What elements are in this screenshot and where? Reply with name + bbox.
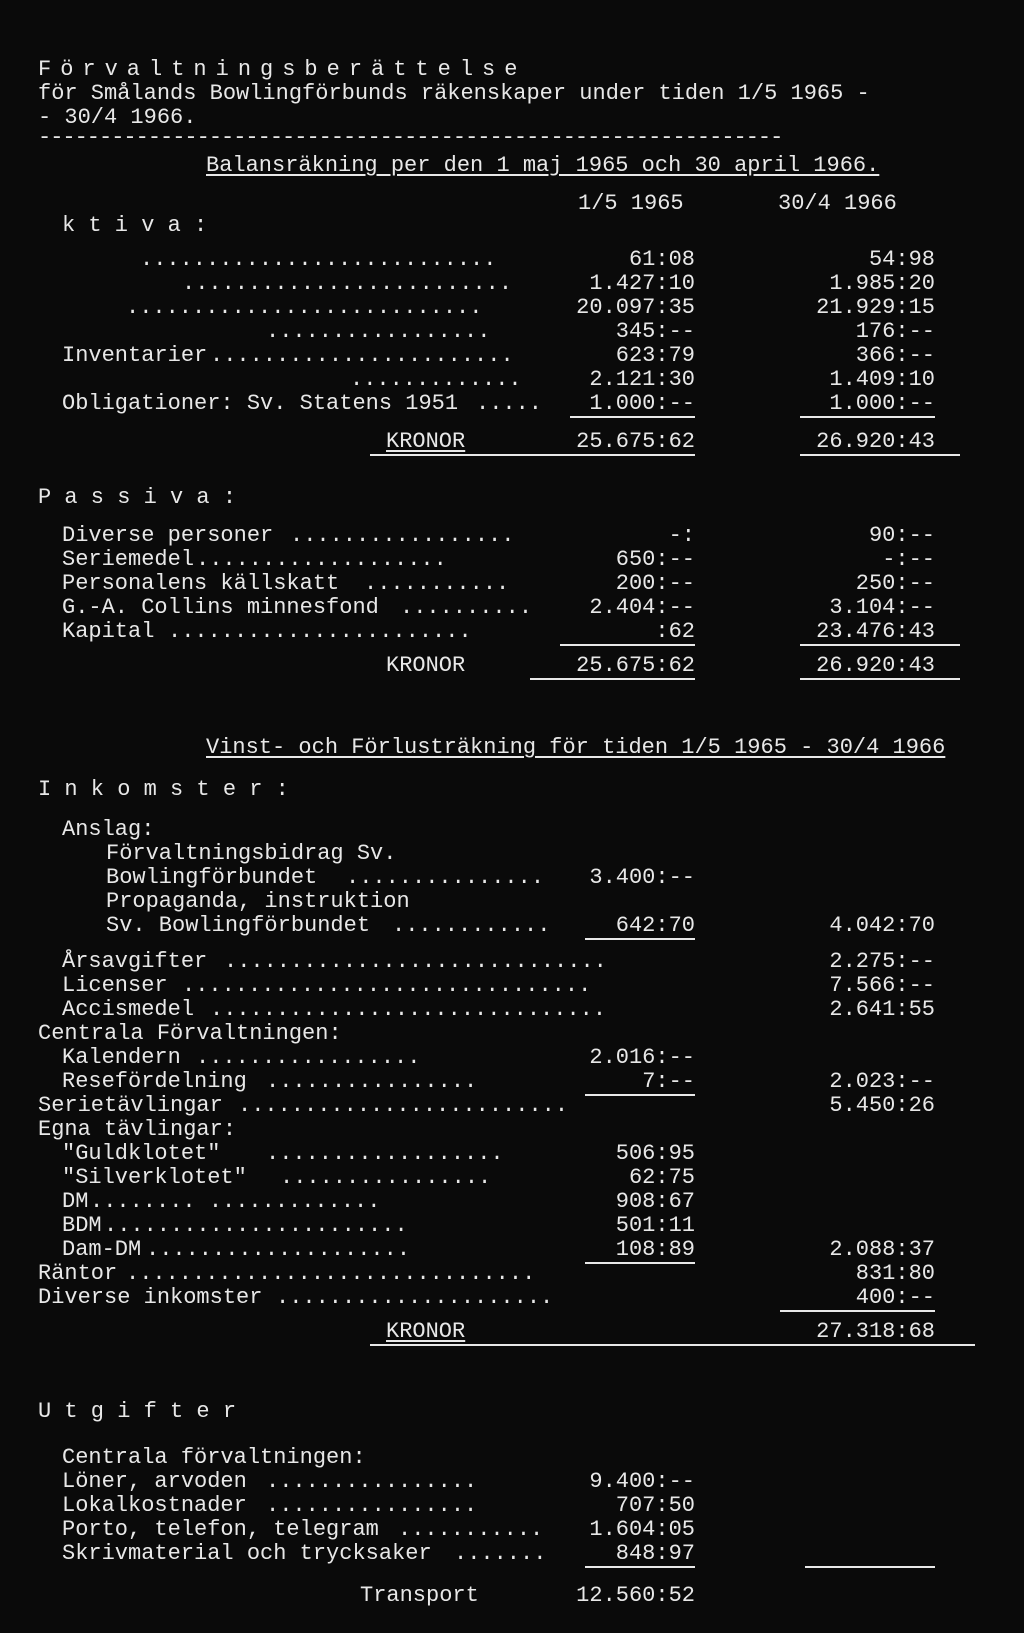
passiva-row-2-v1: 650:-- xyxy=(615,547,695,572)
silverklotet-value: 62:75 xyxy=(628,1165,695,1190)
income-total: 27.318:68 xyxy=(816,1319,935,1344)
passiva-total-label: KRONOR xyxy=(386,653,466,678)
aktiva-row-7-label: Obligationer: Sv. Statens 1951 xyxy=(62,391,459,416)
passiva-total-2: 26.920:43 xyxy=(816,653,935,678)
anslag-rule xyxy=(585,938,695,940)
passiva-row-5-v1: :62 xyxy=(655,619,695,644)
dm-value: 908:67 xyxy=(615,1189,695,1214)
porto-label: Porto, telefon, telegram xyxy=(62,1517,379,1542)
aktiva-total-2: 26.920:43 xyxy=(816,429,935,454)
bdm-dots: ....................... xyxy=(104,1213,408,1238)
aktiva-row-3-dots: ........................... xyxy=(126,295,483,320)
aktiva-row-1-v2: 54:98 xyxy=(868,247,935,272)
document-title: Förvaltningsberättelse xyxy=(38,57,527,82)
passiva-total-1: 25.675:62 xyxy=(576,653,695,678)
guldklotet-label: "Guldklotet" xyxy=(62,1141,221,1166)
passiva-rule-1 xyxy=(560,644,695,646)
porto-dots: ........... xyxy=(398,1517,544,1542)
lokalkostnader-value: 707:50 xyxy=(615,1493,695,1518)
egna-rule xyxy=(585,1262,695,1264)
balance-title: Balansräkning per den 1 maj 1965 och 30 april 1966. xyxy=(206,153,880,178)
resefordelning-dots: ................ xyxy=(266,1069,478,1094)
header-line-3: - 30/4 1966. xyxy=(38,105,197,130)
anslag-total: 4.042:70 xyxy=(829,913,935,938)
centrala-rule xyxy=(585,1094,695,1096)
skrivmaterial-value: 848:97 xyxy=(615,1541,695,1566)
arsavgifter-dots: ............................. xyxy=(224,949,607,974)
expenses-heading: U t g i f t e r xyxy=(38,1399,237,1424)
aktiva-row-5-v1: 623:79 xyxy=(615,343,695,368)
skrivmaterial-dots: ....... xyxy=(454,1541,547,1566)
serietavlingar-value: 5.450:26 xyxy=(829,1093,935,1118)
arsavgifter-label: Årsavgifter xyxy=(62,949,208,974)
aktiva-total-label: KRONOR xyxy=(386,429,466,454)
aktiva-row-6-v1: 2.121:30 xyxy=(589,367,695,392)
porto-value: 1.604:05 xyxy=(589,1517,695,1542)
accismedel-value: 2.641:55 xyxy=(829,997,935,1022)
guldklotet-dots: .................. xyxy=(266,1141,504,1166)
bowlingforbundet-value: 3.400:-- xyxy=(589,865,695,890)
kalendern-dots: ................. xyxy=(196,1045,421,1070)
passiva-row-1-v1: -: xyxy=(668,523,695,548)
bowlingforbundet-dots: ............... xyxy=(346,865,545,890)
aktiva-rule-2 xyxy=(800,416,935,418)
aktiva-heading: k t i v a : xyxy=(62,213,208,238)
dm-dots: ........ ............. xyxy=(90,1189,381,1214)
passiva-row-3-label: Personalens källskatt xyxy=(62,571,340,596)
passiva-row-1-label: Diverse personer xyxy=(62,523,274,548)
aktiva-rule-1 xyxy=(570,416,695,418)
arsavgifter-value: 2.275:-- xyxy=(829,949,935,974)
centrala-total: 2.023:-- xyxy=(829,1069,935,1094)
bdm-label: BDM xyxy=(62,1213,102,1238)
aktiva-row-2-v2: 1.985:20 xyxy=(829,271,935,296)
dam-dm-label: Dam-DM xyxy=(62,1237,142,1262)
passiva-row-2-dots: ................... xyxy=(196,547,447,572)
passiva-rule-2 xyxy=(800,644,960,646)
aktiva-total-1: 25.675:62 xyxy=(576,429,695,454)
col-header-1: 1/5 1965 xyxy=(578,191,684,216)
transport-value: 12.560:52 xyxy=(576,1583,695,1608)
expenses-central-label: Centrala förvaltningen: xyxy=(62,1445,366,1470)
sv-bowlingforbundet-label: Sv. Bowlingförbundet xyxy=(106,913,371,938)
serietavlingar-label: Serietävlingar xyxy=(38,1093,223,1118)
aktiva-row-4-dots: ................. xyxy=(266,319,491,344)
bowlingforbundet-label: Bowlingförbundet xyxy=(106,865,318,890)
passiva-row-1-dots: ................. xyxy=(290,523,515,548)
aktiva-row-6-v2: 1.409:10 xyxy=(829,367,935,392)
anslag-label: Anslag: xyxy=(62,817,155,842)
aktiva-row-1-v1: 61:08 xyxy=(628,247,695,272)
loner-label: Löner, arvoden xyxy=(62,1469,247,1494)
rantor-dots: ............................... xyxy=(126,1261,536,1286)
aktiva-total-rule-2 xyxy=(800,454,960,456)
licenser-label: Licenser xyxy=(62,973,168,998)
dash-separator: ------------------------------------------------------------- xyxy=(38,125,783,150)
passiva-total-rule-1 xyxy=(530,678,695,680)
expenses-rule-2 xyxy=(805,1566,935,1568)
kalendern-label: Kalendern xyxy=(62,1045,181,1070)
silverklotet-dots: ................ xyxy=(280,1165,492,1190)
dm-label: DM xyxy=(62,1189,89,1214)
income-total-label: KRONOR xyxy=(386,1319,466,1344)
passiva-row-5-label: Kapital xyxy=(62,619,155,644)
sv-bowlingforbundet-value: 642:70 xyxy=(615,913,695,938)
egna-tavlingar-label: Egna tävlingar: xyxy=(38,1117,237,1142)
aktiva-row-7-v2: 1.000:-- xyxy=(829,391,935,416)
aktiva-row-2-dots: ......................... xyxy=(182,271,513,296)
passiva-total-rule-2 xyxy=(800,678,960,680)
kalendern-value: 2.016:-- xyxy=(589,1045,695,1070)
passiva-row-4-v1: 2.404:-- xyxy=(589,595,695,620)
centrala-label: Centrala Förvaltningen: xyxy=(38,1021,342,1046)
passiva-row-5-dots: ....................... xyxy=(168,619,472,644)
passiva-row-2-v2: -:-- xyxy=(882,547,935,572)
aktiva-row-5-label: Inventarier xyxy=(62,343,208,368)
aktiva-row-7-v1: 1.000:-- xyxy=(589,391,695,416)
passiva-row-4-label: G.-A. Collins minnesfond xyxy=(62,595,379,620)
income-heading: I n k o m s t e r : xyxy=(38,777,289,802)
passiva-row-3-v2: 250:-- xyxy=(855,571,935,596)
sv-bowlingforbundet-dots: ............ xyxy=(392,913,551,938)
expenses-rule-1 xyxy=(585,1566,695,1568)
aktiva-row-5-dots: ....................... xyxy=(210,343,514,368)
licenser-dots: ............................... xyxy=(182,973,592,998)
aktiva-row-1-dots: ........................... xyxy=(140,247,497,272)
passiva-row-5-v2: 23.476:43 xyxy=(816,619,935,644)
passiva-row-3-dots: ........... xyxy=(364,571,510,596)
dam-dm-dots: .................... xyxy=(146,1237,411,1262)
income-total-rule xyxy=(370,1344,975,1346)
skrivmaterial-label: Skrivmaterial och trycksaker xyxy=(62,1541,432,1566)
accismedel-label: Accismedel xyxy=(62,997,195,1022)
serietavlingar-dots: ......................... xyxy=(238,1093,569,1118)
rantor-label: Räntor xyxy=(38,1261,118,1286)
aktiva-row-3-v2: 21.929:15 xyxy=(816,295,935,320)
col-header-2: 30/4 1966 xyxy=(778,191,897,216)
lokalkostnader-label: Lokalkostnader xyxy=(62,1493,247,1518)
aktiva-row-2-v1: 1.427:10 xyxy=(589,271,695,296)
loner-value: 9.400:-- xyxy=(589,1469,695,1494)
aktiva-row-3-v1: 20.097:35 xyxy=(576,295,695,320)
aktiva-row-7-dots: ..... xyxy=(476,391,543,416)
passiva-heading: P a s s i v a : xyxy=(38,485,237,510)
passiva-row-2-label: Seriemedel xyxy=(62,547,195,572)
aktiva-row-4-v1: 345:-- xyxy=(615,319,695,344)
resefordelning-label: Resefördelning xyxy=(62,1069,247,1094)
header-line-2: för Smålands Bowlingförbunds räkenskaper under tiden 1/5 1965 - xyxy=(38,81,870,106)
aktiva-total-rule-1 xyxy=(370,454,695,456)
loner-dots: ................ xyxy=(266,1469,478,1494)
passiva-row-4-dots: .......... xyxy=(400,595,533,620)
forvaltningsbidrag-label: Förvaltningsbidrag Sv. xyxy=(106,841,397,866)
aktiva-row-6-dots: ............. xyxy=(350,367,522,392)
bdm-value: 501:11 xyxy=(615,1213,695,1238)
guldklotet-value: 506:95 xyxy=(615,1141,695,1166)
accismedel-dots: .............................. xyxy=(210,997,607,1022)
income-rule xyxy=(780,1310,935,1312)
dam-dm-value: 108:89 xyxy=(615,1237,695,1262)
passiva-row-1-v2: 90:-- xyxy=(868,523,935,548)
licenser-value: 7.566:-- xyxy=(829,973,935,998)
silverklotet-label: "Silverklotet" xyxy=(62,1165,247,1190)
income-title: Vinst- och Förlusträkning för tiden 1/5 1965 - 30/4 1966 xyxy=(206,735,946,760)
transport-label: Transport xyxy=(360,1583,479,1608)
propaganda-label: Propaganda, instruktion xyxy=(106,889,410,914)
passiva-row-3-v1: 200:-- xyxy=(615,571,695,596)
aktiva-row-5-v2: 366:-- xyxy=(855,343,935,368)
diverse-inkomster-label: Diverse inkomster xyxy=(38,1285,263,1310)
rantor-value: 831:80 xyxy=(855,1261,935,1286)
diverse-inkomster-dots: ..................... xyxy=(276,1285,554,1310)
lokalkostnader-dots: ................ xyxy=(266,1493,478,1518)
diverse-inkomster-value: 400:-- xyxy=(855,1285,935,1310)
egna-total: 2.088:37 xyxy=(829,1237,935,1262)
aktiva-row-4-v2: 176:-- xyxy=(855,319,935,344)
passiva-row-4-v2: 3.104:-- xyxy=(829,595,935,620)
resefordelning-value: 7:-- xyxy=(642,1069,695,1094)
